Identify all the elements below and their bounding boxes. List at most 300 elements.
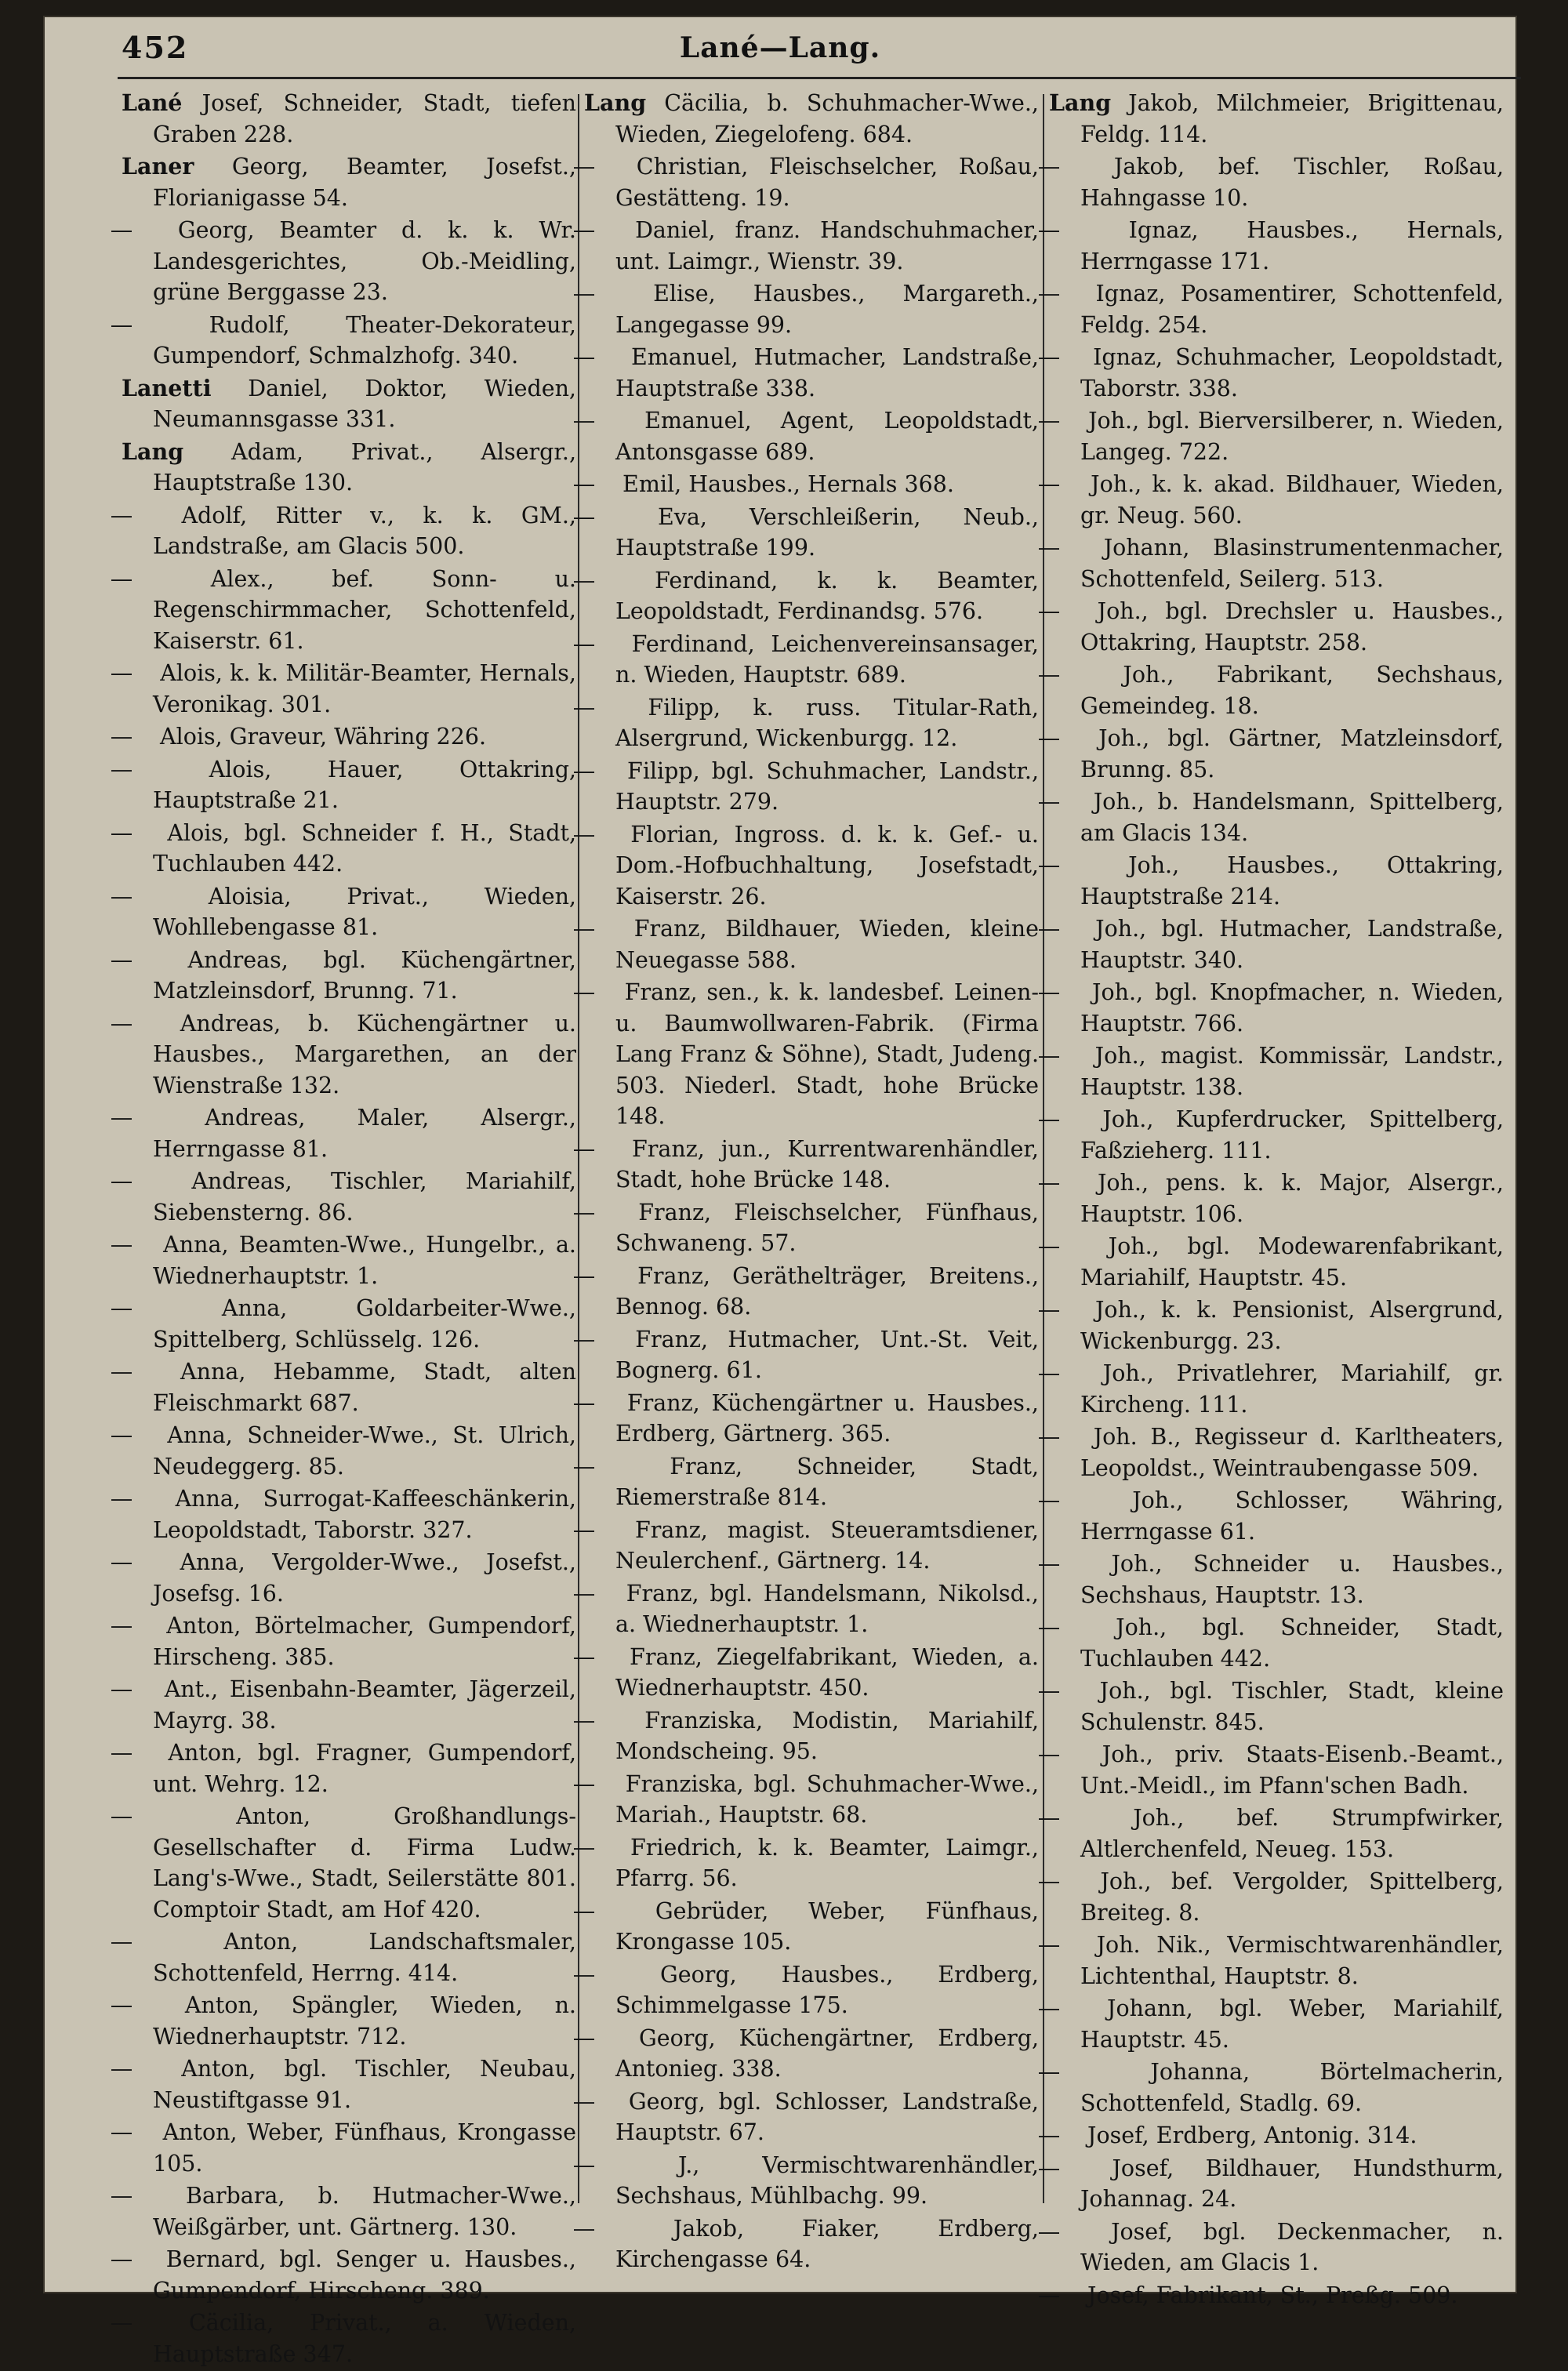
directory-entry bbox=[122, 437, 576, 499]
entry-text: Anna, Hebamme, Stadt, alten Fleischmarkt 687. bbox=[153, 1359, 576, 1416]
entry-text: Jakob, Fiaker, Erdberg, Kirchengasse 64. bbox=[615, 2215, 1039, 2272]
directory-entry bbox=[110, 1420, 576, 1482]
entry-repeat-dash: — bbox=[572, 630, 596, 657]
entry-repeat-dash: — bbox=[1037, 2059, 1061, 2085]
entry-repeat-dash: — bbox=[572, 344, 596, 370]
entry-text: Christian, Fleischselcher, Roßau, Gestätteng. 19. bbox=[615, 154, 1039, 211]
entry-repeat-dash: — bbox=[572, 471, 596, 497]
entry-repeat-dash: — bbox=[1037, 1741, 1061, 1767]
column-2 bbox=[572, 88, 1039, 2277]
entry-repeat-dash: — bbox=[110, 1295, 133, 1321]
entry-text: Emil, Hausbes., Hernals 368. bbox=[615, 471, 954, 497]
directory-entry bbox=[572, 215, 1039, 277]
directory-entry bbox=[110, 2117, 576, 2179]
entry-surname: Lanetti bbox=[122, 374, 212, 401]
directory-entry bbox=[110, 2307, 576, 2369]
entry-repeat-dash: — bbox=[110, 502, 133, 528]
entry-text: Josef, Fabrikant, St., Preßg. 509. bbox=[1080, 2282, 1458, 2308]
directory-entry bbox=[122, 373, 576, 435]
directory-entry bbox=[110, 754, 576, 816]
directory-entry bbox=[572, 2086, 1039, 2148]
directory-entry bbox=[110, 1547, 576, 1609]
entry-repeat-dash: — bbox=[572, 1897, 596, 1924]
entry-repeat-dash: — bbox=[110, 2119, 133, 2145]
entry-text: Ignaz, Posamentirer, Schottenfeld, Feldg. 254. bbox=[1080, 281, 1504, 338]
entry-text: Anton, Spängler, Wieden, n. Wiednerhauptstr. 712. bbox=[153, 1992, 576, 2050]
entry-text: Joh., k. k. akad. Bildhauer, Wieden, gr. Neug. 560. bbox=[1080, 471, 1504, 528]
entry-repeat-dash: — bbox=[110, 2183, 133, 2209]
directory-entry bbox=[110, 945, 576, 1007]
directory-entry bbox=[1037, 1803, 1504, 1864]
entry-repeat-dash: — bbox=[1037, 471, 1061, 497]
directory-entry bbox=[572, 151, 1039, 213]
entry-text: Anton, Landschaftsmaler, Schottenfeld, Herrng. 414. bbox=[153, 1929, 576, 1986]
entry-text: Joh., priv. Staats-Eisenb.-Beamt., Unt.-Meidl., im Pfann'schen Badh. bbox=[1080, 1741, 1504, 1799]
directory-entry bbox=[572, 1134, 1039, 1196]
directory-entry bbox=[1037, 1676, 1504, 1737]
directory-entry bbox=[110, 500, 576, 562]
entry-repeat-dash: — bbox=[110, 724, 133, 750]
entry-text: Cäcilia, b. Schuhmacher-Wwe., Wieden, Ziegelofeng. 684. bbox=[615, 90, 1039, 147]
directory-entry bbox=[572, 565, 1039, 627]
directory-entry bbox=[122, 88, 576, 150]
directory-entry bbox=[110, 1990, 576, 2052]
entry-repeat-dash: — bbox=[572, 1580, 596, 1607]
directory-entry bbox=[110, 1008, 576, 1102]
entry-repeat-dash: — bbox=[1037, 1487, 1061, 1513]
entry-text: Anton, bgl. Tischler, Neubau, Neustiftgasse 91. bbox=[153, 2056, 576, 2113]
entry-text: Franz, jun., Kurrentwarenhändler, Stadt, hohe Brücke 148. bbox=[615, 1135, 1039, 1193]
entry-repeat-dash: — bbox=[1037, 2122, 1061, 2148]
entry-text: Alois, Graveur, Währing 226. bbox=[153, 724, 487, 750]
entry-text: Alex., bef. Sonn- u. Regenschirmmacher, Schottenfeld, Kaiserstr. 61. bbox=[153, 565, 576, 654]
entry-text: Ferdinand, Leichenvereinsansager, n. Wieden, Hauptstr. 689. bbox=[615, 630, 1039, 688]
directory-entry bbox=[1037, 977, 1504, 1039]
entry-repeat-dash: — bbox=[1037, 535, 1061, 561]
entry-repeat-dash: — bbox=[1037, 852, 1061, 878]
entry-text: Joh., b. Handelsmann, Spittelberg, am Glacis 134. bbox=[1080, 789, 1504, 846]
directory-entry bbox=[110, 1102, 576, 1164]
directory-entry bbox=[1037, 2217, 1504, 2278]
directory-entry bbox=[572, 1388, 1039, 1450]
entry-text: Florian, Ingross. d. k. k. Gef.- u. Dom.-Hofbuchhaltung, Josefstadt, Kaiserstr. 26. bbox=[615, 821, 1039, 910]
entry-repeat-dash: — bbox=[572, 916, 596, 942]
entry-repeat-dash: — bbox=[1037, 1233, 1061, 1259]
entry-text: Alois, Hauer, Ottakring, Hauptstraße 21. bbox=[153, 756, 576, 813]
entry-text: Joh., bgl. Knopfmacher, n. Wieden, Hauptstr. 766. bbox=[1080, 979, 1504, 1037]
entry-surname: Lang bbox=[1049, 89, 1112, 116]
entry-repeat-dash: — bbox=[572, 567, 596, 594]
entry-text: Georg, Küchengärtner, Erdberg, Antonieg. 338. bbox=[615, 2024, 1039, 2082]
entry-text: Anton, bgl. Fragner, Gumpendorf, unt. Wehrg. 12. bbox=[153, 1740, 576, 1797]
entry-repeat-dash: — bbox=[1037, 1995, 1061, 2021]
entry-repeat-dash: — bbox=[110, 1676, 133, 1702]
entry-text: Franz, Bildhauer, Wieden, kleine Neuegasse 588. bbox=[615, 916, 1039, 973]
entry-surname: Lang bbox=[122, 438, 184, 465]
page-number: 452 bbox=[122, 30, 189, 65]
directory-entry bbox=[110, 721, 576, 753]
entry-text: Gebrüder, Weber, Fünfhaus, Krongasse 105. bbox=[615, 1897, 1039, 1955]
entry-text: Daniel, franz. Handschuhmacher, unt. Laimgr., Wienstr. 39. bbox=[615, 217, 1039, 274]
entry-repeat-dash: — bbox=[1037, 916, 1061, 942]
entry-text: Joh., pens. k. k. Major, Alsergr., Hauptstr. 106. bbox=[1080, 1170, 1504, 1227]
directory-entry bbox=[572, 1197, 1039, 1259]
entry-text: Franz, Hutmacher, Unt.-St. Veit, Bognerg. 61. bbox=[615, 1326, 1039, 1383]
directory-entry bbox=[572, 756, 1039, 818]
directory-entry bbox=[572, 502, 1039, 564]
entry-text: Ferdinand, k. k. Beamter, Leopoldstadt, Ferdinandsg. 576. bbox=[615, 567, 1039, 624]
entry-text: Joh., Kupferdrucker, Spittelberg, Faßzieherg. 111. bbox=[1080, 1106, 1504, 1164]
directory-entry bbox=[572, 1515, 1039, 1577]
entry-repeat-dash: — bbox=[1037, 1614, 1061, 1640]
entry-text: Joh., magist. Kommissär, Landstr., Hauptstr. 138. bbox=[1080, 1043, 1504, 1100]
directory-entry bbox=[110, 2180, 576, 2242]
directory-entry bbox=[1037, 596, 1504, 658]
entry-repeat-dash: — bbox=[110, 2310, 133, 2336]
entry-repeat-dash: — bbox=[572, 2024, 596, 2051]
entry-text: Adam, Privat., Alsergr., Hauptstraße 130. bbox=[153, 438, 576, 496]
directory-entry bbox=[1037, 278, 1504, 340]
directory-entry bbox=[1037, 1167, 1504, 1229]
entry-repeat-dash: — bbox=[572, 2215, 596, 2242]
entry-repeat-dash: — bbox=[110, 1803, 133, 1829]
entry-repeat-dash: — bbox=[1037, 2282, 1061, 2308]
entry-repeat-dash: — bbox=[110, 756, 133, 782]
entry-text: Rudolf, Theater-Dekorateur, Gumpendorf, Schmalzhofg. 340. bbox=[153, 311, 576, 369]
entry-repeat-dash: — bbox=[1037, 1360, 1061, 1386]
entry-surname: Lang bbox=[584, 89, 647, 116]
entry-repeat-dash: — bbox=[1037, 789, 1061, 815]
entry-repeat-dash: — bbox=[110, 1613, 133, 1639]
page-header bbox=[43, 16, 1517, 80]
entry-text: Anna, Goldarbeiter-Wwe., Spittelberg, Schlüsselg. 126. bbox=[153, 1295, 576, 1353]
entry-text: Anna, Beamten-Wwe., Hungelbr., a. Wiednerhauptstr. 1. bbox=[153, 1232, 576, 1289]
directory-entry bbox=[1037, 1612, 1504, 1674]
directory-entry bbox=[1037, 1866, 1504, 1928]
entry-repeat-dash: — bbox=[1037, 344, 1061, 370]
directory-entry bbox=[1037, 723, 1504, 785]
entry-text: Georg, bgl. Schlosser, Landstraße, Hauptstr. 67. bbox=[615, 2088, 1039, 2145]
directory-entry bbox=[1037, 469, 1504, 531]
header-rule bbox=[118, 77, 1521, 79]
entry-text: Joh., bef. Vergolder, Spittelberg, Breiteg. 8. bbox=[1080, 1868, 1504, 1926]
entry-text: Anna, Vergolder-Wwe., Josefst., Josefsg. 16. bbox=[153, 1549, 576, 1607]
entry-text: Ignaz, Hausbes., Hernals, Herrngasse 171. bbox=[1080, 217, 1504, 274]
entry-text: Georg, Hausbes., Erdberg, Schimmelgasse 175. bbox=[615, 1961, 1039, 2018]
directory-page bbox=[43, 16, 1517, 2367]
entry-text: Georg, Beamter, Josefst., Florianigasse 54. bbox=[153, 154, 576, 211]
directory-entry bbox=[572, 1324, 1039, 1386]
entry-repeat-dash: — bbox=[572, 154, 596, 180]
entry-repeat-dash: — bbox=[572, 1199, 596, 1225]
entry-text: Joh., Hausbes., Ottakring, Hauptstraße 214. bbox=[1080, 852, 1504, 910]
entry-text: Adolf, Ritter v., k. k. GM., Landstraße, am Glacis 500. bbox=[153, 502, 576, 559]
entry-text: Johann, bgl. Weber, Mariahilf, Hauptstr. 45. bbox=[1080, 1995, 1504, 2053]
entry-repeat-dash: — bbox=[110, 1549, 133, 1575]
directory-entry bbox=[1037, 215, 1504, 277]
entry-text: Georg, Beamter d. k. k. Wr. Landesgerichtes, Ob.-Meidling, grüne Berggasse 23. bbox=[153, 217, 576, 305]
directory-entry bbox=[572, 2023, 1039, 2085]
directory-entry bbox=[572, 1451, 1039, 1513]
directory-entry bbox=[572, 1832, 1039, 1894]
entry-text: Johanna, Börtelmacherin, Schottenfeld, Stadlg. 69. bbox=[1080, 2059, 1504, 2116]
entry-text: Barbara, b. Hutmacher-Wwe., Weißgärber, unt. Gärtnerg. 130. bbox=[153, 2183, 576, 2240]
directory-entry bbox=[1037, 342, 1504, 404]
entry-repeat-dash: — bbox=[572, 1135, 596, 1162]
entry-repeat-dash: — bbox=[572, 1707, 596, 1734]
entry-text: Franz, magist. Steueramtsdiener, Neulerchenf., Gärtnerg. 14. bbox=[615, 1516, 1039, 1574]
entry-repeat-dash: — bbox=[1037, 1932, 1061, 1958]
entry-text: Andreas, Tischler, Mariahilf, Siebensterng. 86. bbox=[153, 1168, 576, 1225]
entry-repeat-dash: — bbox=[572, 217, 596, 243]
entry-repeat-dash: — bbox=[1037, 1551, 1061, 1577]
directory-entry bbox=[1037, 405, 1504, 467]
entry-repeat-dash: — bbox=[110, 1168, 133, 1194]
column-1 bbox=[110, 88, 576, 2371]
entry-repeat-dash: — bbox=[572, 1770, 596, 1797]
directory-entry bbox=[1037, 1993, 1504, 2055]
entry-repeat-dash: — bbox=[572, 821, 596, 848]
entry-repeat-dash: — bbox=[1037, 408, 1061, 434]
directory-entry bbox=[110, 1674, 576, 1736]
entry-text: Joh., bgl. Schneider, Stadt, Tuchlauben 442. bbox=[1080, 1614, 1504, 1672]
directory-entry bbox=[110, 215, 576, 308]
entry-text: Joh., bgl. Tischler, Stadt, kleine Schulenstr. 845. bbox=[1080, 1678, 1504, 1735]
entry-text: Elise, Hausbes., Margareth., Langegasse 99. bbox=[615, 281, 1039, 338]
entry-repeat-dash: — bbox=[1037, 662, 1061, 688]
directory-entry bbox=[572, 1578, 1039, 1640]
entry-repeat-dash: — bbox=[572, 1262, 596, 1289]
entry-text: J., Vermischtwarenhändler, Sechshaus, Mühlbachg. 99. bbox=[615, 2151, 1039, 2209]
directory-entry bbox=[1037, 659, 1504, 721]
directory-entry bbox=[110, 1356, 576, 1418]
directory-entry bbox=[110, 310, 576, 372]
entry-text: Filipp, bgl. Schuhmacher, Landstr., Hauptstr. 279. bbox=[615, 757, 1039, 815]
entry-text: Andreas, bgl. Küchengärtner, Matzleinsdorf, Brunng. 71. bbox=[153, 946, 576, 1004]
entry-repeat-dash: — bbox=[572, 979, 596, 1005]
entry-repeat-dash: — bbox=[1037, 1678, 1061, 1704]
entry-repeat-dash: — bbox=[110, 1740, 133, 1766]
entry-text: Anna, Surrogat-Kaffeeschänkerin, Leopoldstadt, Taborstr. 327. bbox=[153, 1486, 576, 1543]
entry-repeat-dash: — bbox=[1037, 2155, 1061, 2181]
directory-entry bbox=[1037, 1739, 1504, 1801]
directory-entry bbox=[110, 1737, 576, 1799]
entry-repeat-dash: — bbox=[110, 883, 133, 910]
entry-repeat-dash: — bbox=[110, 660, 133, 686]
directory-entry bbox=[1037, 2153, 1504, 2215]
directory-entry bbox=[1037, 2280, 1504, 2311]
entry-text: Anna, Schneider-Wwe., St. Ulrich, Neudeggerg. 85. bbox=[153, 1422, 576, 1480]
directory-entry bbox=[572, 692, 1039, 754]
entry-text: Josef, Erdberg, Antonig. 314. bbox=[1080, 2122, 1417, 2148]
directory-entry bbox=[572, 629, 1039, 691]
directory-entry bbox=[572, 405, 1039, 467]
directory-entry bbox=[572, 1769, 1039, 1831]
entry-repeat-dash: — bbox=[110, 1992, 133, 2018]
directory-entry bbox=[584, 88, 1039, 150]
entry-text: Johann, Blasinstrumentenmacher, Schottenfeld, Seilerg. 513. bbox=[1080, 535, 1504, 592]
entry-text: Anton, Börtelmacher, Gumpendorf, Hirscheng. 385. bbox=[153, 1613, 576, 1670]
entry-repeat-dash: — bbox=[572, 757, 596, 784]
column-3 bbox=[1037, 88, 1504, 2312]
entry-repeat-dash: — bbox=[1037, 1297, 1061, 1323]
entry-text: Anton, Großhandlungs-Gesellschafter d. Firma Ludw. Lang's-Wwe., Stadt, Seilerstätte 801. Comptoir Stadt, am Hof 420. bbox=[153, 1803, 576, 1923]
entry-repeat-dash: — bbox=[110, 217, 133, 243]
entry-repeat-dash: — bbox=[110, 819, 133, 846]
entry-text: Joh., bgl. Modewarenfabrikant, Mariahilf, Hauptstr. 45. bbox=[1080, 1233, 1504, 1291]
directory-entry bbox=[1037, 151, 1504, 213]
entry-text: Alois, bgl. Schneider f. H., Stadt, Tuchlauben 442. bbox=[153, 819, 576, 877]
entry-repeat-dash: — bbox=[1037, 154, 1061, 180]
directory-entry bbox=[110, 1926, 576, 1988]
entry-text: Bernard, bgl. Senger u. Hausbes., Gumpendorf, Hirscheng. 389. bbox=[153, 2246, 576, 2304]
entry-repeat-dash: — bbox=[1037, 1868, 1061, 1894]
directory-entry bbox=[572, 1642, 1039, 1704]
entry-text: Joh., k. k. Pensionist, Alsergrund, Wickenburgg. 23. bbox=[1080, 1297, 1504, 1354]
entry-text: Aloisia, Privat., Wieden, Wohllebengasse 81. bbox=[153, 883, 576, 940]
entry-text: Franz, sen., k. k. landesbef. Leinen- u. Baumwollwaren-Fabrik. (Firma Lang Franz & Söhne), Stadt, Judeng. 503. Niederl. Stadt, hohe Brücke 148. bbox=[615, 979, 1039, 1129]
directory-entry bbox=[1037, 1231, 1504, 1293]
entry-text: Jakob, Milchmeier, Brigittenau, Feldg. 114. bbox=[1080, 90, 1504, 147]
entry-text: Joh., bgl. Gärtner, Matzleinsdorf, Brunng. 85. bbox=[1080, 725, 1504, 782]
entry-text: Franz, Ziegelfabrikant, Wieden, a. Wiednerhauptstr. 450. bbox=[615, 1643, 1039, 1701]
directory-entry bbox=[572, 1959, 1039, 2021]
entry-repeat-dash: — bbox=[110, 2246, 133, 2272]
directory-entry bbox=[572, 342, 1039, 404]
directory-entry bbox=[110, 2244, 576, 2306]
entry-repeat-dash: — bbox=[572, 1643, 596, 1670]
entry-repeat-dash: — bbox=[572, 2151, 596, 2178]
entry-repeat-dash: — bbox=[1037, 1043, 1061, 1069]
directory-entry bbox=[110, 1166, 576, 1228]
entry-repeat-dash: — bbox=[572, 1961, 596, 1988]
entry-text: Ant., Eisenbahn-Beamter, Jägerzeil, Mayrg. 38. bbox=[153, 1676, 576, 1734]
directory-entry bbox=[1037, 786, 1504, 848]
directory-entry bbox=[110, 818, 576, 880]
entry-text: Andreas, b. Küchengärtner u. Hausbes., Margarethen, an der Wienstraße 132. bbox=[153, 1010, 576, 1098]
directory-entry bbox=[572, 2213, 1039, 2275]
directory-entry bbox=[110, 1801, 576, 1925]
entry-repeat-dash: — bbox=[110, 565, 133, 592]
directory-entry bbox=[572, 977, 1039, 1132]
entry-repeat-dash: — bbox=[572, 694, 596, 721]
running-head: Lané—Lang. bbox=[679, 31, 881, 64]
entry-repeat-dash: — bbox=[572, 1326, 596, 1353]
directory-entry bbox=[110, 1610, 576, 1672]
directory-entry bbox=[110, 564, 576, 657]
entry-text: Joh., Privatlehrer, Mariahilf, gr. Kircheng. 111. bbox=[1080, 1360, 1504, 1418]
directory-entry bbox=[110, 881, 576, 943]
entry-text: Josef, Schneider, Stadt, tiefen Graben 228. bbox=[153, 90, 576, 147]
entry-text: Joh., Schlosser, Währing, Herrngasse 61. bbox=[1080, 1487, 1504, 1545]
directory-entry bbox=[572, 469, 1039, 500]
entry-text: Emanuel, Hutmacher, Landstraße, Hauptstraße 338. bbox=[615, 344, 1039, 401]
entry-text: Friedrich, k. k. Beamter, Laimgr., Pfarrg. 56. bbox=[615, 1834, 1039, 1891]
entry-text: Joh. Nik., Vermischtwarenhändler, Lichtenthal, Hauptstr. 8. bbox=[1080, 1932, 1504, 1989]
entry-text: Alois, k. k. Militär-Beamter, Hernals, Veronikag. 301. bbox=[153, 660, 576, 717]
directory-entry bbox=[1037, 1485, 1504, 1547]
entry-repeat-dash: — bbox=[572, 408, 596, 434]
directory-entry bbox=[1037, 1294, 1504, 1356]
entry-text: Franz, Fleischselcher, Fünfhaus, Schwaneng. 57. bbox=[615, 1199, 1039, 1256]
entry-repeat-dash: — bbox=[110, 1929, 133, 1955]
entry-text: Joh., bef. Strumpfwirker, Altlerchenfeld, Neueg. 153. bbox=[1080, 1805, 1504, 1862]
entry-repeat-dash: — bbox=[1037, 598, 1061, 624]
entry-text: Jakob, bef. Tischler, Roßau, Hahngasse 10. bbox=[1080, 154, 1504, 211]
entry-repeat-dash: — bbox=[110, 1010, 133, 1037]
directory-entry bbox=[1037, 850, 1504, 912]
directory-entry bbox=[572, 819, 1039, 913]
directory-entry bbox=[572, 1896, 1039, 1958]
entry-repeat-dash: — bbox=[1037, 725, 1061, 751]
directory-entry bbox=[1037, 1422, 1504, 1483]
entry-repeat-dash: — bbox=[572, 1516, 596, 1543]
entry-text: Josef, bgl. Deckenmacher, n. Wieden, am Glacis 1. bbox=[1080, 2218, 1504, 2275]
entry-text: Andreas, Maler, Alsergr., Herrngasse 81. bbox=[153, 1105, 576, 1162]
directory-entry bbox=[110, 1229, 576, 1291]
directory-entry bbox=[572, 2150, 1039, 2212]
directory-entry bbox=[110, 2053, 576, 2115]
entry-text: Franziska, Modistin, Mariahilf, Mondscheing. 95. bbox=[615, 1707, 1039, 1764]
directory-entry bbox=[110, 658, 576, 720]
entry-repeat-dash: — bbox=[1037, 1805, 1061, 1831]
entry-repeat-dash: — bbox=[1037, 217, 1061, 243]
directory-entry bbox=[572, 913, 1039, 975]
entry-text: Emanuel, Agent, Leopoldstadt, Antonsgasse 689. bbox=[615, 408, 1039, 465]
entry-text: Joh., Schneider u. Hausbes., Sechshaus, Hauptstr. 13. bbox=[1080, 1551, 1504, 1608]
directory-entry bbox=[1037, 1040, 1504, 1102]
entry-text: Joh. B., Regisseur d. Karltheaters, Leopoldst., Weintraubengasse 509. bbox=[1080, 1424, 1504, 1481]
entry-text: Josef, Bildhauer, Hundsthurm, Johannag. 24. bbox=[1080, 2155, 1504, 2212]
directory-entry bbox=[572, 1261, 1039, 1323]
directory-entry bbox=[572, 1705, 1039, 1767]
entry-repeat-dash: — bbox=[1037, 2218, 1061, 2245]
entry-text: Joh., bgl. Hutmacher, Landstraße, Hauptstr. 340. bbox=[1080, 916, 1504, 973]
directory-entry bbox=[1037, 1104, 1504, 1166]
entry-repeat-dash: — bbox=[572, 2088, 596, 2115]
entry-surname: Lané bbox=[122, 89, 183, 116]
entry-repeat-dash: — bbox=[110, 1422, 133, 1448]
directory-entry bbox=[572, 278, 1039, 340]
directory-entry bbox=[1037, 1549, 1504, 1610]
entry-text: Franz, Küchengärtner u. Hausbes., Erdberg, Gärtnerg. 365. bbox=[615, 1389, 1039, 1447]
directory-entry bbox=[1037, 913, 1504, 975]
entry-repeat-dash: — bbox=[572, 503, 596, 530]
entry-repeat-dash: — bbox=[110, 2056, 133, 2082]
entry-repeat-dash: — bbox=[572, 1453, 596, 1480]
entry-repeat-dash: — bbox=[1037, 1106, 1061, 1132]
entry-repeat-dash: — bbox=[110, 311, 133, 338]
entry-text: Eva, Verschleißerin, Neub., Hauptstraße 199. bbox=[615, 503, 1039, 561]
entry-text: Daniel, Doktor, Wieden, Neumannsgasse 331. bbox=[153, 375, 576, 432]
entry-text: Anton, Weber, Fünfhaus, Krongasse 105. bbox=[153, 2119, 576, 2177]
entry-repeat-dash: — bbox=[1037, 1170, 1061, 1196]
entry-repeat-dash: — bbox=[110, 1359, 133, 1385]
entry-text: Franz, bgl. Handelsmann, Nikolsd., a. Wiednerhauptstr. 1. bbox=[615, 1580, 1039, 1637]
entry-repeat-dash: — bbox=[110, 1105, 133, 1131]
entry-text: Cäcilia, Privat., a. Wieden, Hauptstraße 347. bbox=[153, 2310, 576, 2367]
entry-text: Joh., bgl. Bierversilberer, n. Wieden, Langeg. 722. bbox=[1080, 408, 1504, 465]
directory-entry bbox=[1037, 1358, 1504, 1420]
entry-surname: Laner bbox=[122, 153, 194, 180]
directory-entry bbox=[1037, 2120, 1504, 2151]
directory-entry bbox=[110, 1483, 576, 1545]
entry-text: Joh., Fabrikant, Sechshaus, Gemeindeg. 18. bbox=[1080, 662, 1504, 719]
directory-entry bbox=[122, 151, 576, 213]
entry-repeat-dash: — bbox=[110, 946, 133, 973]
entry-text: Joh., bgl. Drechsler u. Hausbes., Ottakring, Hauptstr. 258. bbox=[1080, 598, 1504, 655]
entry-text: Ignaz, Schuhmacher, Leopoldstadt, Taborstr. 338. bbox=[1080, 344, 1504, 401]
